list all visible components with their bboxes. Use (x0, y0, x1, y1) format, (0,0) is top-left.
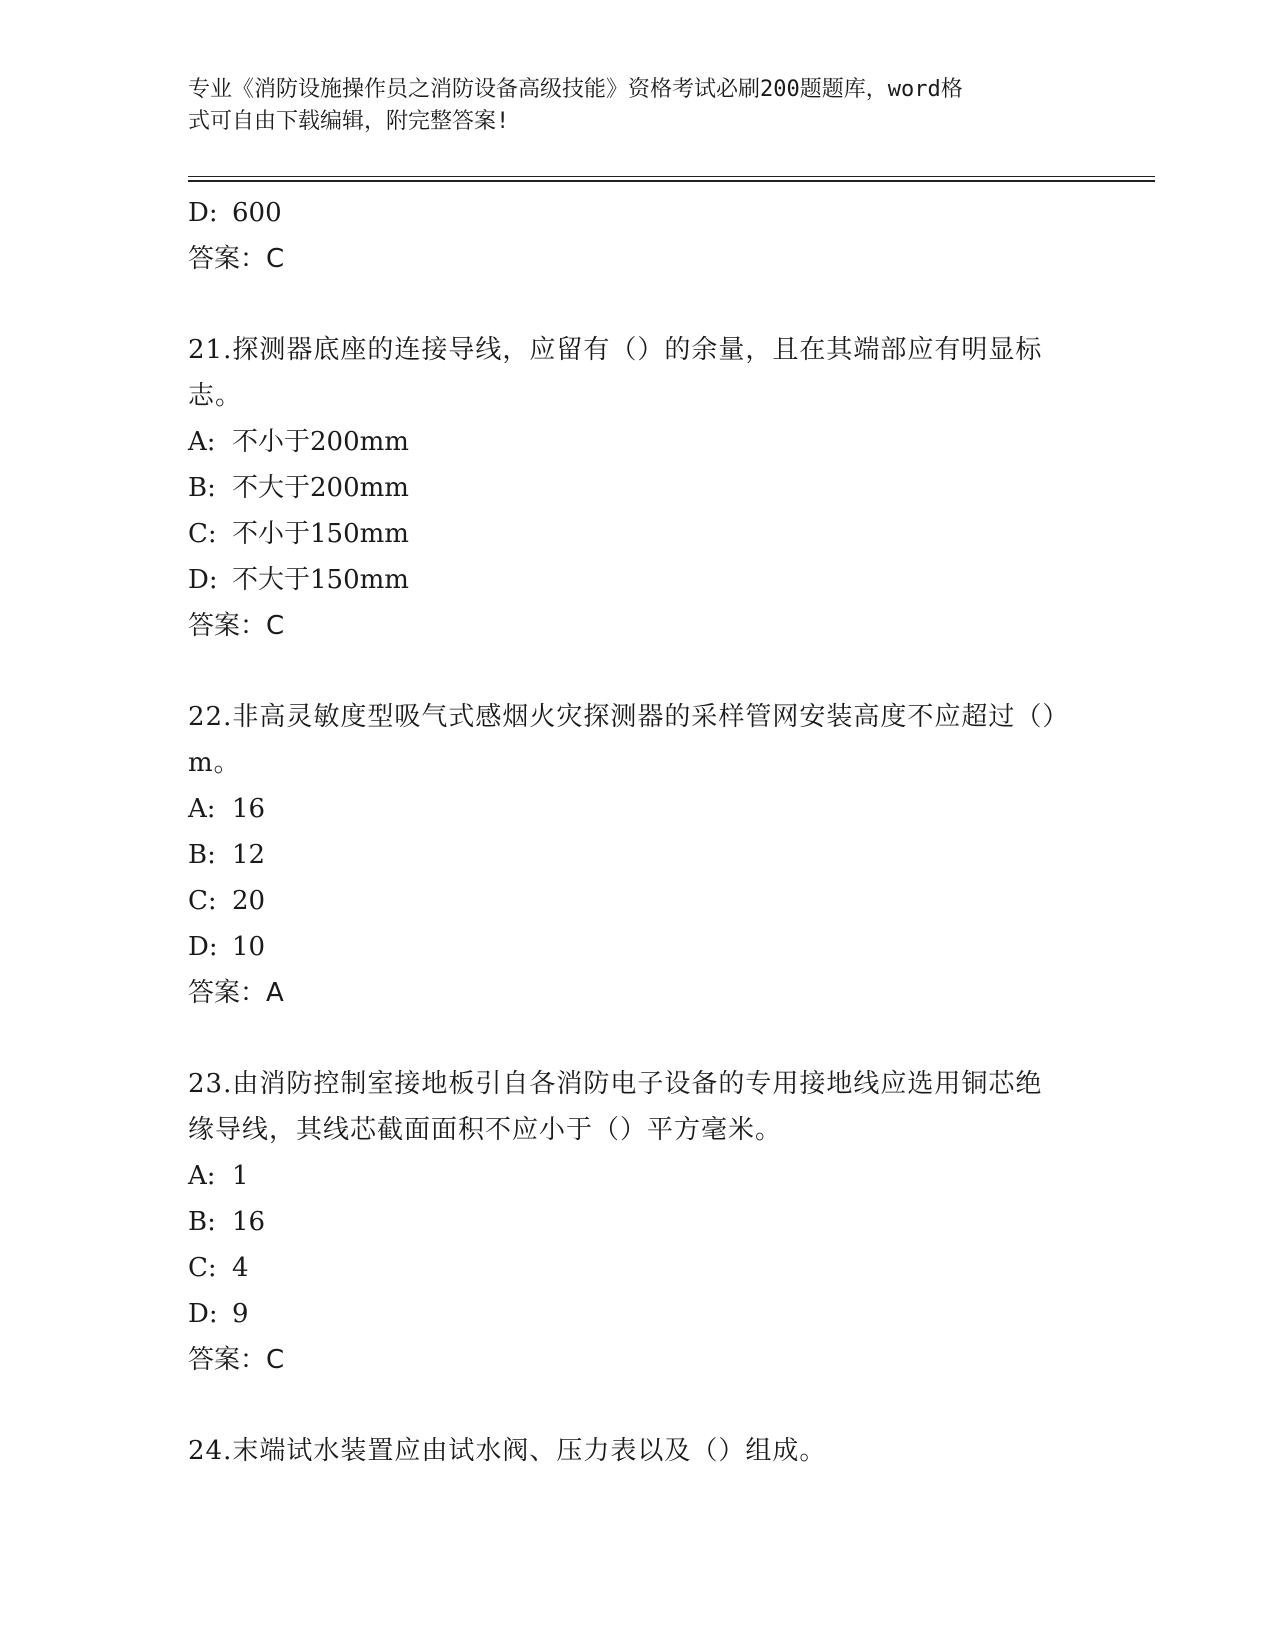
option-a (188, 1153, 1088, 1199)
option-value: 600 (232, 198, 282, 228)
option-c (188, 511, 1088, 557)
option-value: 1 (232, 1161, 249, 1191)
option-d (188, 924, 1088, 970)
option-value: 20 (232, 886, 266, 916)
spacer (188, 1383, 1088, 1428)
option-label: B: (188, 1207, 216, 1237)
answer-line: 答案：C (188, 244, 285, 274)
option-value: 16 (232, 794, 266, 824)
option-value: 不大于200mm (232, 473, 409, 503)
option-label: A: (188, 794, 216, 824)
option-c (188, 1245, 1088, 1291)
option-label: A: (188, 427, 216, 457)
header-line-2: 式可自由下载编辑，附完整答案! (188, 109, 510, 134)
option-b (188, 832, 1088, 878)
option-value: 不小于150mm (232, 519, 409, 549)
option-value: 16 (232, 1207, 266, 1237)
option-label: D: (188, 565, 218, 595)
spacer (188, 649, 1088, 694)
answer-line: 答案：C (188, 1345, 285, 1375)
question-stem-24: 24.末端试水装置应由试水阀、压力表以及（）组成。 (188, 1436, 827, 1466)
option-value: 9 (232, 1299, 249, 1329)
option-value: 不大于150mm (232, 565, 409, 595)
option-label: B: (188, 473, 216, 503)
answer-line: 答案：A (188, 978, 284, 1008)
option-a (188, 786, 1088, 832)
option-value: 不小于200mm (232, 427, 409, 457)
header-divider-thin (188, 176, 1155, 177)
option-c (188, 878, 1088, 924)
document-header (188, 74, 1088, 138)
spacer (188, 282, 1088, 327)
option-label: C: (188, 886, 217, 916)
option-b (188, 1199, 1088, 1245)
option-value: 4 (232, 1253, 249, 1283)
option-d (188, 1291, 1088, 1337)
option-a (188, 419, 1088, 465)
header-divider-thick (188, 180, 1155, 182)
option-label: D: (188, 1299, 218, 1329)
option-label: C: (188, 519, 217, 549)
question-stem-22: 22.非高灵敏度型吸气式感烟火灾探测器的采样管网安装高度不应超过（）m。 (188, 702, 1057, 778)
option-b (188, 465, 1088, 511)
option-label: A: (188, 1161, 216, 1191)
question-stem-21: 21.探测器底座的连接导线，应留有（）的余量，且在其端部应有明显标志。 (188, 335, 1043, 411)
option-d (188, 557, 1088, 603)
option-value: 10 (232, 932, 266, 962)
option-label: B: (188, 840, 216, 870)
option-label: D: (188, 198, 218, 228)
option-d (188, 190, 1088, 236)
question-content (188, 190, 1088, 1474)
option-label: D: (188, 932, 218, 962)
question-stem-23: 23.由消防控制室接地板引自各消防电子设备的专用接地线应选用铜芯绝缘导线，其线芯截面面积不应小于（）平方毫米。 (188, 1069, 1043, 1145)
header-line-1: 专业《消防设施操作员之消防设备高级技能》资格考试必刷200题题库，word格 (188, 77, 963, 102)
answer-line: 答案：C (188, 611, 285, 641)
option-value: 12 (232, 840, 266, 870)
option-label: C: (188, 1253, 217, 1283)
spacer (188, 1016, 1088, 1061)
